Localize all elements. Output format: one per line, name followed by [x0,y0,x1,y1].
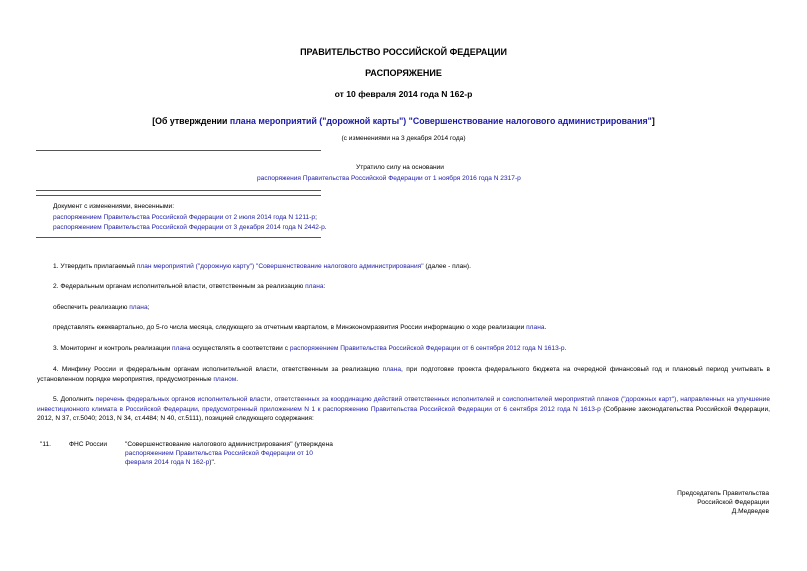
table-row-text [125,440,333,467]
paragraph-2a [53,303,149,312]
p3-text-end: . [564,345,567,352]
table-row-link-line2[interactable]: февраля 2014 года N 162-р [125,459,210,466]
paragraph-1 [53,262,471,271]
header-doc-type: РАСПОРЯЖЕНИЕ [365,68,442,78]
p3-link-1[interactable]: плана [172,345,191,352]
p4-text-mid: , при подготовке проекта федерального бюджета на очередной финансовый год и плановый период учитывать в установленном порядке мероприятия, предусмотренные [37,366,770,383]
p2-text: 2. Федеральным органам исполнительной власти, ответственным за реализацию [53,283,306,290]
divider [36,237,321,238]
signature-name: Д.Медведев [731,508,769,515]
divider [36,195,321,196]
header-org: ПРАВИТЕЛЬСТВО РОССИЙСКОЙ ФЕДЕРАЦИИ [300,47,507,57]
changes-sep-1: ; [315,214,317,221]
paragraph-2b [53,323,546,332]
p4-link-2[interactable]: планом [213,375,237,383]
p5-link[interactable]: перечень федеральных органов исполнительной власти, ответственных за координацию действий ответственных исполнителей и соисполнителей мероприятий планов ("дорожных карт"), направленных на улучшение инвестиционного климата в Российской Федерации, предусмотренный приложением N 1 к распоряжению Правительства Российской Федерации от 6 сентября 2012 года N 1613-р [37,396,770,413]
p4-link-1[interactable]: плана [382,366,402,373]
p3-text: 3. Мониторинг и контроль реализации [53,345,173,352]
table-row-link-line1[interactable]: распоряжением Правительства Российской Федерации от 10 [125,450,313,457]
document-title [0,116,807,126]
paragraph-2 [53,282,325,291]
p2b-link[interactable]: плана [526,324,545,331]
p2a-link[interactable]: плана [129,304,148,311]
p3-link-2[interactable]: распоряжением Правительства Российской Федерации от 6 сентября 2012 года N 1613-р [289,345,565,352]
paragraph-4 [37,365,770,384]
p2a-text-end: ; [147,304,150,311]
amended-note: (с изменениями на 3 декабря 2014 года) [341,135,466,142]
p5-text: 5. Дополнить [53,396,96,403]
p2b-text-end: . [544,324,547,331]
changes-intro: Документ с изменениями, внесенными: [53,203,175,210]
p2a-text: обеспечить реализацию [53,304,130,311]
expired-text: Утратило силу на основании [356,164,444,171]
table-row-num: "11. [40,441,52,448]
changes-sep-2: . [324,224,327,231]
signature-block [677,489,769,516]
title-post: ] [651,116,655,126]
changes-item-1 [53,213,317,222]
expired-link[interactable]: распоряжения Правительства Российской Федерации от 1 ноября 2016 года N 2317-р [257,175,521,182]
table-row-text-line1: "Совершенствование налогового администрирования" (утверждена [125,441,333,448]
p1-text: 1. Утвердить прилагаемый [53,263,137,270]
p1-link[interactable]: план мероприятий ("дорожную карту") "Совершенствование налогового администрирования" [136,263,424,270]
p4-text: 4. Минфину России и федеральным органам исполнительной власти, ответственным за реализацию [53,366,383,373]
divider [36,150,321,151]
table-row-text-end: )". [209,459,216,466]
title-pre: [Об утверждении [152,116,230,126]
p2-link[interactable]: плана [305,283,324,290]
header-date-number: от 10 февраля 2014 года N 162-р [334,89,473,99]
changes-link-2[interactable]: распоряжением Правительства Российской Федерации от 3 декабря 2014 года N 2442-р [53,224,325,231]
paragraph-3 [53,344,566,353]
p3-text-mid: осуществлять в соответствии с [190,345,290,352]
changes-item-2 [53,223,327,232]
title-link[interactable]: плана мероприятий ("дорожной карты") "Совершенствование налогового администрирования" [229,116,652,126]
table-row-line3 [125,458,333,467]
p4-text-end: . [236,375,239,383]
signature-title-2: Российской Федерации [697,499,769,506]
paragraph-5 [37,395,770,424]
p1-text-end: (далее - план). [423,263,471,270]
p5-text-end: (Собрание законодательства Российской Федерации, 2012, N 37, ст.5040; 2013, N 34, ст.4484; N 40, ст.5111), позицией следующего содержания: [37,405,770,423]
p2b-text: представлять ежеквартально, до 5-го числа месяца, следующего за отчетным кварталом, в Минэкономразвития России информацию о ходе реализации [53,324,527,331]
divider [36,190,321,191]
changes-link-1[interactable]: распоряжением Правительства Российской Федерации от 2 июля 2014 года N 1211-р [53,214,316,221]
p2-text-end: : [323,283,326,290]
table-row-agency: ФНС России [69,441,108,448]
signature-title-1: Председатель Правительства [677,490,769,497]
